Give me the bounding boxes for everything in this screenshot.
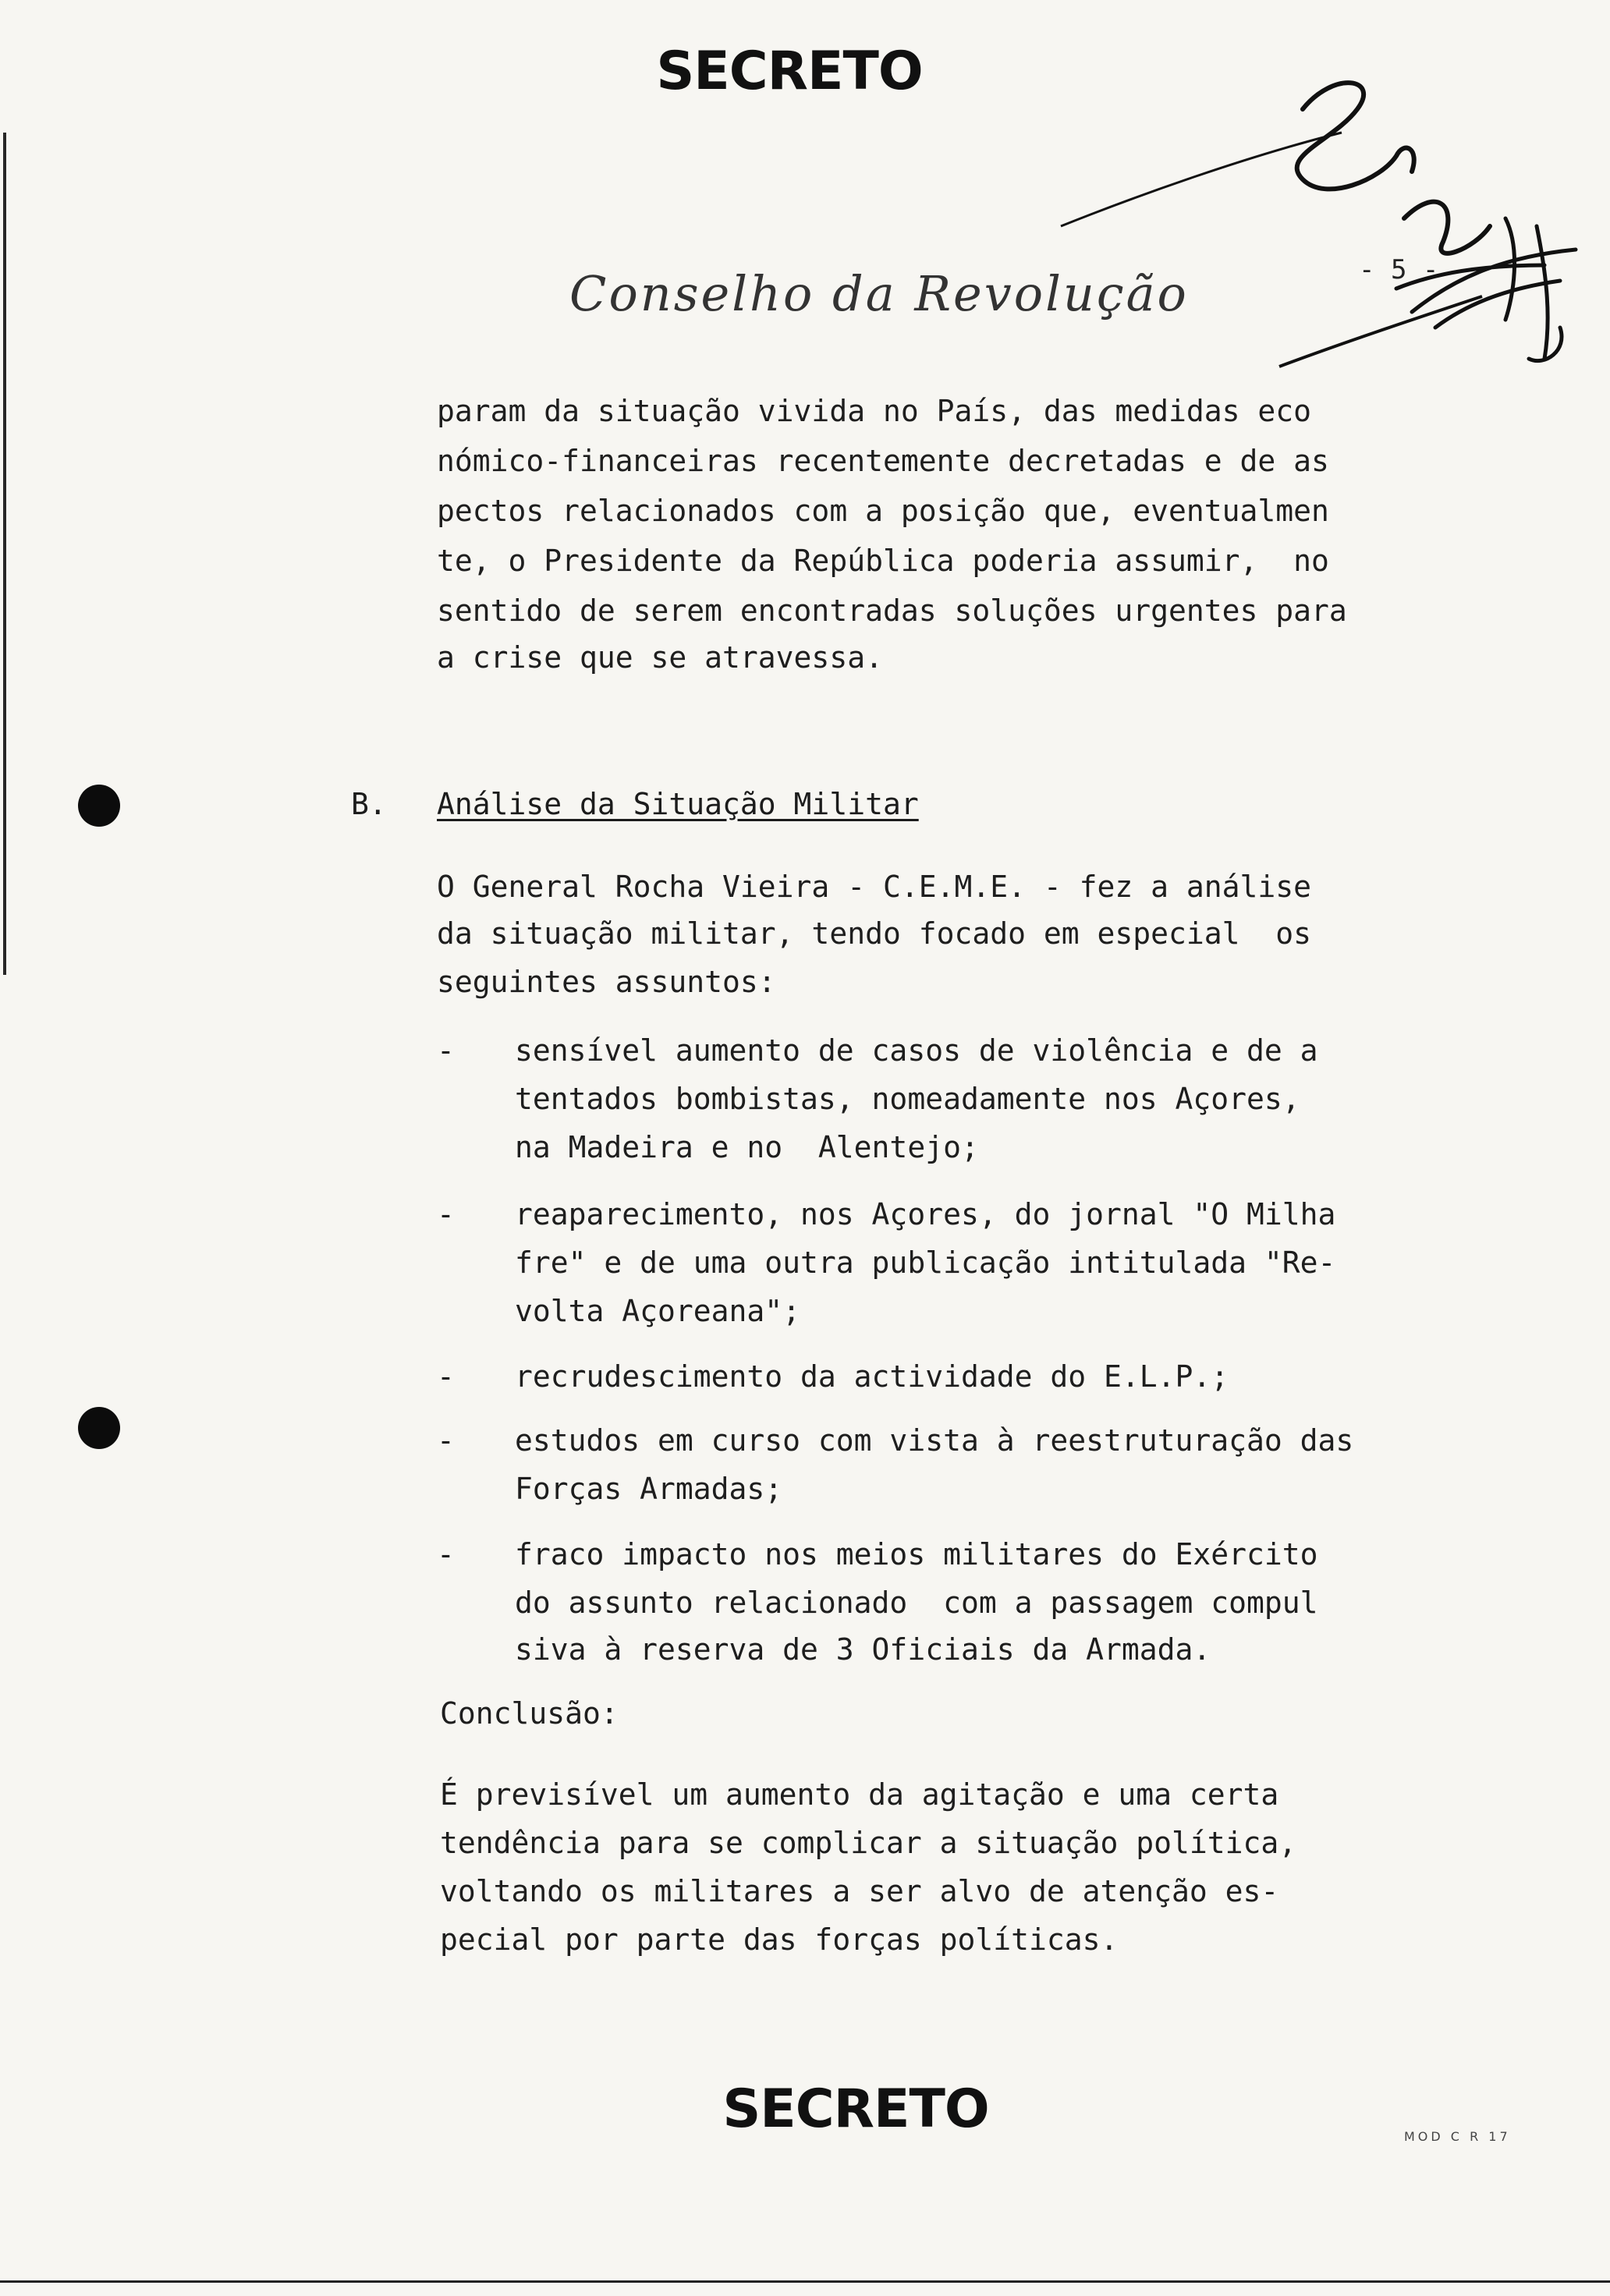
classification-stamp-top: SECRETO	[656, 41, 923, 102]
paragraph-line: param da situação vivida no País, das medidas eco	[437, 394, 1312, 428]
bullet-dash: -	[437, 1423, 455, 1458]
paragraph-line: a crise que se atravessa.	[437, 640, 883, 675]
intro-line: seguintes assuntos:	[437, 965, 776, 999]
punch-hole-bottom	[78, 1407, 120, 1449]
form-code: MOD C R 17	[1404, 2129, 1511, 2144]
letterhead: Conselho da Revolução	[569, 265, 1189, 322]
conclusion-line: voltando os militares a ser alvo de atenção es-	[440, 1874, 1279, 1908]
bullet-line: reaparecimento, nos Açores, do jornal "O Milha	[515, 1197, 1336, 1231]
bullet-line: fre" e de uma outra publicação intitulada "Re-	[515, 1245, 1336, 1280]
intro-line: O General Rocha Vieira - C.E.M.E. - fez a análise	[437, 870, 1312, 904]
page-number: - 5 -	[1359, 254, 1439, 285]
bullet-line: na Madeira e no Alentejo;	[515, 1130, 979, 1164]
conclusion-heading: Conclusão:	[440, 1696, 619, 1731]
paragraph-line: nómico-financeiras recentemente decretadas e de as	[437, 444, 1329, 478]
punch-hole-top	[78, 785, 120, 827]
bullet-line: siva à reserva de 3 Oficiais da Armada.	[515, 1632, 1211, 1667]
conclusion-line: tendência para se complicar a situação política,	[440, 1826, 1297, 1860]
bullet-line: volta Açoreana";	[515, 1294, 801, 1328]
bullet-line: recrudescimento da actividade do E.L.P.;	[515, 1359, 1229, 1394]
intro-line: da situação militar, tendo focado em especial os	[437, 916, 1312, 951]
bullet-line: sensível aumento de casos de violência e de a	[515, 1033, 1318, 1068]
bullet-dash: -	[437, 1537, 455, 1571]
section-title: Análise da Situação Militar	[437, 787, 919, 821]
conclusion-line: pecial por parte das forças políticas.	[440, 1922, 1119, 1957]
bullet-line: Forças Armadas;	[515, 1472, 783, 1506]
bullet-dash: -	[437, 1197, 455, 1231]
bullet-line: fraco impacto nos meios militares do Exército	[515, 1537, 1318, 1571]
bullet-dash: -	[437, 1359, 455, 1394]
scan-margin-line	[3, 133, 6, 975]
bullet-line: estudos em curso com vista à reestruturação das	[515, 1423, 1354, 1458]
bullet-line: do assunto relacionado com a passagem compul	[515, 1586, 1318, 1620]
scan-bottom-line	[0, 2280, 1610, 2283]
paragraph-line: sentido de serem encontradas soluções urgentes para	[437, 593, 1347, 628]
conclusion-line: É previsível um aumento da agitação e uma certa	[440, 1777, 1279, 1812]
bullet-dash: -	[437, 1033, 455, 1068]
classification-stamp-bottom: SECRETO	[722, 2078, 989, 2140]
section-letter: B.	[351, 787, 387, 821]
bullet-line: tentados bombistas, nomeadamente nos Açores,	[515, 1082, 1300, 1116]
paragraph-line: te, o Presidente da República poderia assumir, no	[437, 544, 1329, 578]
handwritten-rubric	[1388, 172, 1591, 406]
paragraph-line: pectos relacionados com a posição que, eventualmen	[437, 494, 1329, 528]
